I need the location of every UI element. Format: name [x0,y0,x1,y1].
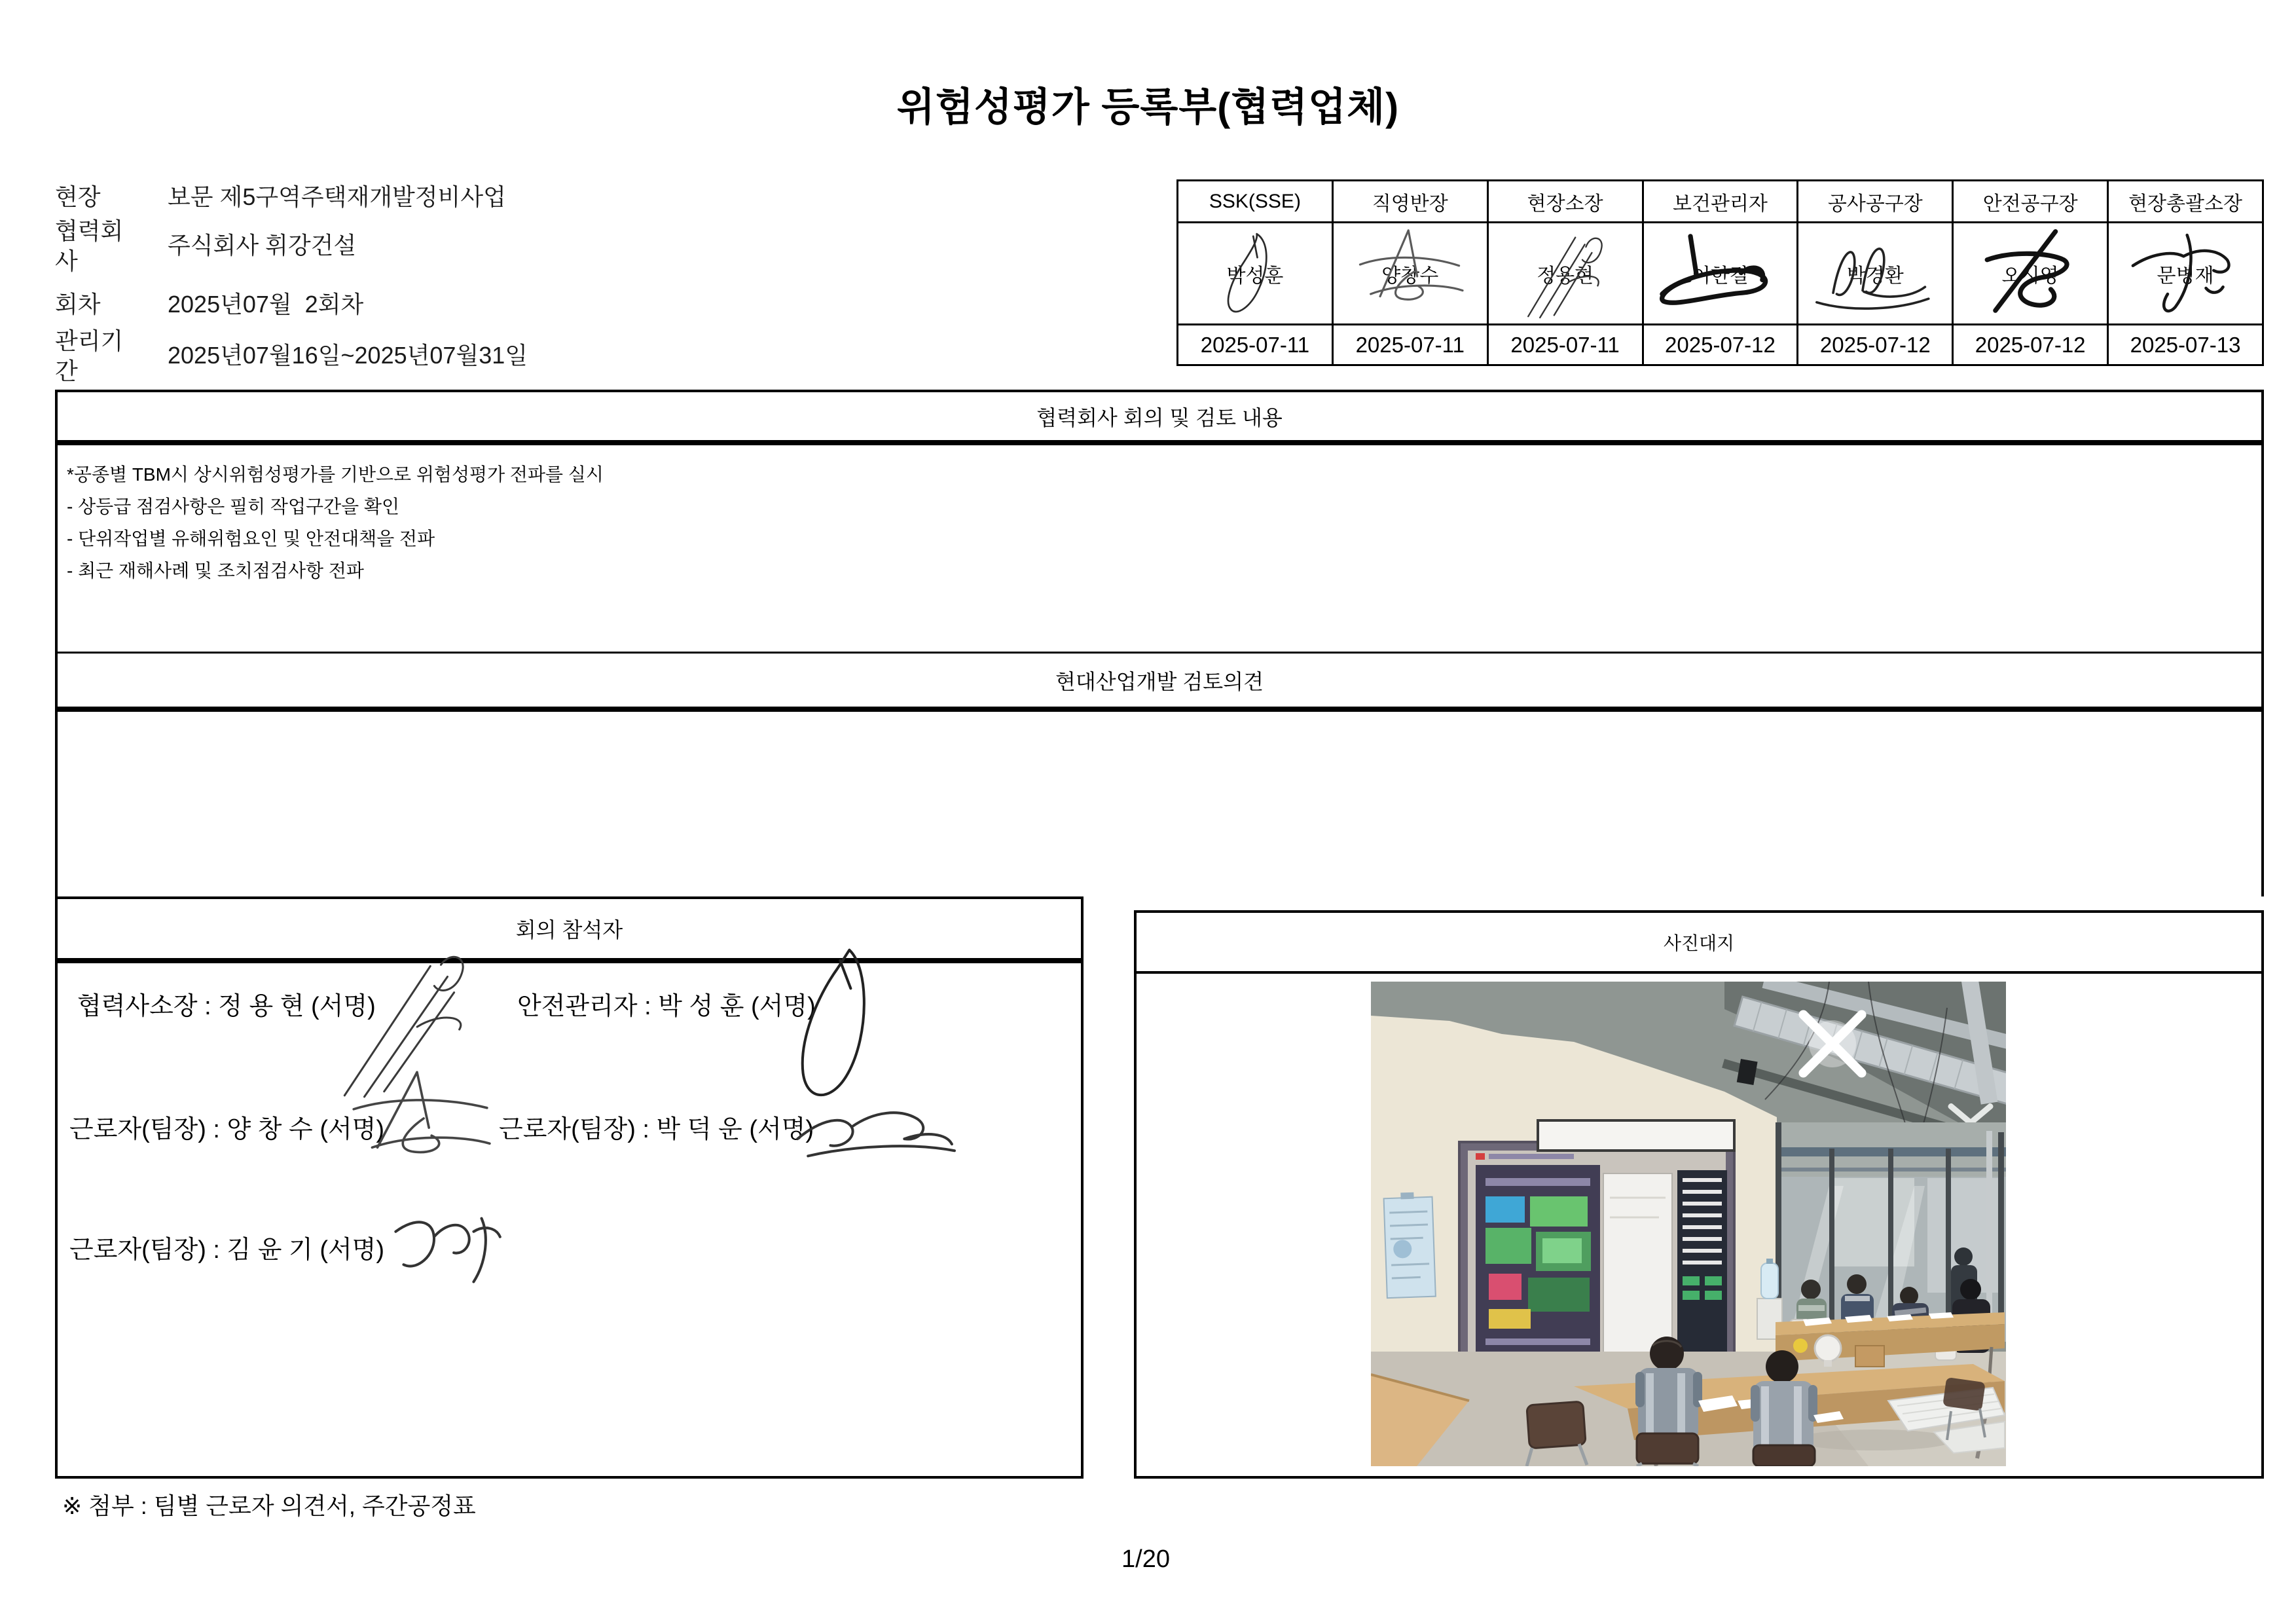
meeting-line: - 최근 재해사례 및 조치점검사항 전파 [67,561,364,581]
approval-signature-cell [1953,223,2108,325]
page-number: 1/20 [1121,1545,1170,1573]
approval-role: 현장총괄소장 [2108,181,2263,223]
signature-scribble-icon [369,1207,515,1295]
approval-role: 보건관리자 [1643,181,1798,223]
signature-scribble-icon [788,1092,960,1166]
approval-table [1176,179,2264,366]
attendee-entry: 안전관리자 : 박 성 훈 (서명) [517,993,816,1020]
attendee-entry: 근로자(팀장) : 양 창 수 (서명) [69,1116,385,1143]
wall-poster [1383,1192,1436,1298]
info-value-period: 2025년07월16일~2025년07월31일 [168,342,528,369]
approval-date: 2025-07-11 [1332,325,1487,365]
approval-signature-cell [1798,223,1953,325]
approval-name: 박성훈 [1226,265,1284,287]
attendees-header: 회의 참석자 [58,899,1081,963]
approval-name: 오시영 [2001,265,2059,287]
info-label-site: 현장 [55,183,101,210]
info-label-period: 관리기간 [55,327,124,384]
footer-note: ※ 첨부 : 팀별 근로자 의견서, 주간공정표 [62,1492,476,1519]
site-photo [1371,982,2006,1466]
approval-role: 안전공구장 [1953,181,2108,223]
info-value-site: 보문 제5구역주택재개발정비사업 [168,183,506,210]
meeting-section-header: 협력회사 회의 및 검토 내용 [55,390,2264,445]
approval-role: 직영반장 [1332,181,1487,223]
approval-date: 2025-07-11 [1487,325,1643,365]
review-section-content [55,712,2264,896]
info-label-round: 회차 [55,291,101,318]
approval-signature-cell [1178,223,1333,325]
approval-date-row [1178,325,2263,365]
approval-signature-row [1178,223,2263,325]
approval-signature-cell [1643,223,1798,325]
approval-signature-cell [1487,223,1643,325]
approval-date: 2025-07-12 [1798,325,1953,365]
attendee-entry: 근로자(팀장) : 박 덕 운 (서명) [499,1116,814,1143]
info-label-partner: 협력회사 [55,217,124,274]
review-section-header: 현대산업개발 검토의견 [55,652,2264,712]
meeting-line: - 상등급 점검사항은 필히 작업구간을 확인 [67,496,400,517]
attendees-content [58,963,1081,1471]
info-value-round: 2025년07월 2회차 [168,291,364,318]
meeting-line: *공종별 TBM시 상시위험성평가를 기반으로 위험성평가 전파를 실시 [67,464,604,485]
approval-date: 2025-07-12 [1953,325,2108,365]
signature-scribble-icon [769,940,888,1114]
page-title: 위험성평가 등록부(협력업체) [896,85,1400,129]
signature-scribble-icon [318,945,490,1099]
info-value-partner: 주식회사 휘강건설 [168,232,357,259]
approval-signature-cell [2108,223,2263,325]
approval-name: 이한길 [1691,265,1749,287]
photo-section-content [1134,974,2264,1479]
attendees-box [55,896,1084,1479]
approval-role: SSK(SSE) [1178,181,1333,223]
approval-name: 양창수 [1381,265,1439,287]
approval-role: 현장소장 [1487,181,1643,223]
notice-board [1459,1120,1734,1378]
approval-date: 2025-07-11 [1178,325,1333,365]
approval-role-row [1178,181,2263,223]
approval-date: 2025-07-12 [1643,325,1798,365]
attendee-entry: 근로자(팀장) : 김 윤 기 (서명) [69,1236,385,1264]
photo-section-header: 사진대지 [1134,910,2264,974]
approval-role: 공사공구장 [1798,181,1953,223]
approval-signature-cell [1332,223,1487,325]
approval-name: 정용현 [1537,265,1594,287]
approval-date: 2025-07-13 [2108,325,2263,365]
meeting-section-content [55,445,2264,652]
approval-name: 문병재 [2157,265,2214,287]
meeting-line: - 단위작업별 유해위험요인 및 안전대책을 전파 [67,528,435,549]
approval-name: 박경환 [1846,265,1904,287]
attendee-entry: 협력사소장 : 정 용 현 (서명) [77,993,376,1020]
